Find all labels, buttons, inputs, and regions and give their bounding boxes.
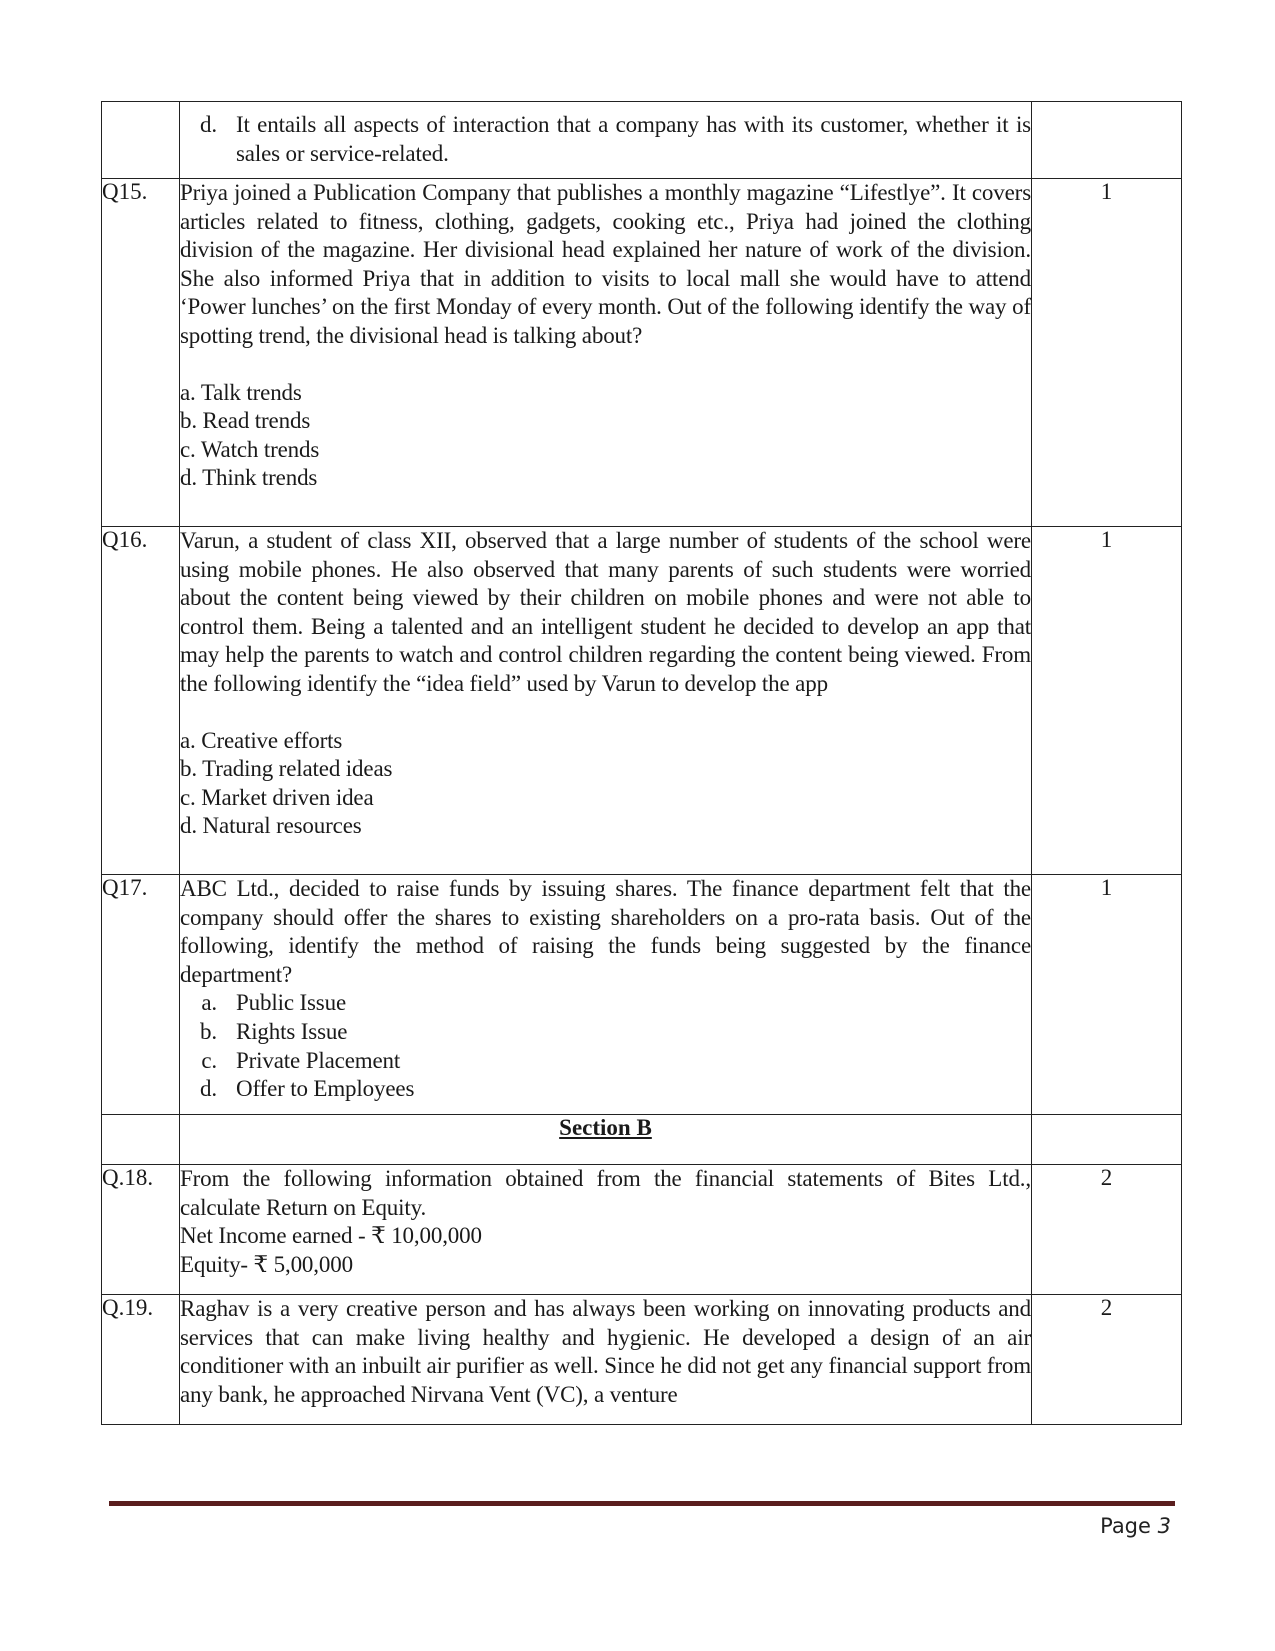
question-number: Q16. [102, 527, 180, 875]
question-number: Q.19. [102, 1295, 180, 1425]
question-body [180, 1165, 1032, 1295]
continued-row [102, 102, 1182, 179]
section-heading: Section B [180, 1115, 1032, 1165]
option-item [180, 111, 1031, 168]
question-body [180, 527, 1032, 875]
option-text: Rights Issue [236, 1018, 348, 1044]
question-stem: From the following information obtained from the financial statements of Bites Ltd., calculate Return on Equity. [180, 1166, 1031, 1220]
question-marks: 1 [1032, 527, 1182, 875]
question-stem: Raghav is a very creative person and has always been working on innovating products and services that can make living healthy and hygienic. He developed a design of an air conditioner with an inbuilt air purifier as well. Since he did not get any financial support from any bank, he approached Nirvana Vent (VC), a venture [180, 1296, 1031, 1407]
question-body [180, 1295, 1032, 1425]
option-item [180, 1047, 1031, 1076]
option-letter: d. [200, 112, 217, 137]
option-item: c. Market driven idea [180, 784, 374, 810]
option-item [180, 1018, 1031, 1047]
continued-body [180, 102, 1032, 179]
option-item: d. Think trends [180, 465, 318, 491]
given-net-income: Net Income earned - ₹ 10,00,000 [180, 1223, 482, 1249]
question-row-q18 [102, 1165, 1182, 1295]
question-row-q17 [102, 875, 1182, 1115]
option-item [180, 1075, 1031, 1104]
question-body [180, 875, 1032, 1115]
question-number: Q17. [102, 875, 180, 1115]
question-marks: 2 [1032, 1165, 1182, 1295]
option-letter: d. [200, 1076, 217, 1102]
option-text: Public Issue [236, 990, 346, 1016]
section-row [102, 1115, 1182, 1165]
continued-option-list [180, 111, 1031, 168]
option-text: Private Placement [236, 1047, 401, 1073]
question-stem: ABC Ltd., decided to raise funds by issuing shares. The finance department felt that the company should offer the shares to existing shareholders on a pro-rata basis. Out of the following, identify the method of raising the funds being suggested by the finance department? [180, 876, 1031, 987]
question-marks: 1 [1032, 179, 1182, 527]
question-number: Q15. [102, 179, 180, 527]
question-body [180, 179, 1032, 527]
page-label: Page [1100, 1514, 1151, 1538]
option-item: a. Talk trends [180, 379, 302, 405]
option-item: a. Creative efforts [180, 727, 343, 753]
option-list [180, 989, 1031, 1103]
option-text: It entails all aspects of interaction that a company has with its customer, whether it is sales or service-related. [236, 112, 1031, 166]
marks-cell-empty [1032, 1115, 1182, 1165]
option-item: c. Watch trends [180, 436, 320, 462]
page-number: 3 [1157, 1514, 1171, 1538]
option-item: d. Natural resources [180, 813, 362, 839]
option-list [180, 727, 1031, 841]
question-row-q16 [102, 527, 1182, 875]
option-text: Offer to Employees [236, 1076, 415, 1102]
question-stem: Priya joined a Publication Company that publishes a monthly magazine “Lifestlye”. It covers articles related to fitness, clothing, gadgets, cooking etc., Priya had joined the clothing division of the magazine. Her divisional head explained her nature of work of the division. She also informed Priya that in addition to visits to local mall she would have to attend ‘Power lunches’ on the first Monday of every month. Out of the following identify the way of spotting trend, the divisional head is talking about? [180, 180, 1031, 348]
question-stem: Varun, a student of class XII, observed that a large number of students of the school were using mobile phones. He also observed that many parents of such students were worried about the content being viewed by their children on mobile phones and were not able to control them. Being a talented and an intelligent student he decided to develop an app that may help the parents to watch and control children regarding the content being viewed. From the following identify the “idea field” used by Varun to develop the app [180, 528, 1031, 696]
qno-cell-empty [102, 1115, 180, 1165]
given-equity: Equity- ₹ 5,00,000 [180, 1251, 353, 1277]
option-item: b. Trading related ideas [180, 756, 393, 782]
question-row-q19 [102, 1295, 1182, 1425]
question-table [101, 101, 1182, 1425]
option-letter: c. [201, 1047, 217, 1073]
footer-divider [109, 1501, 1175, 1506]
question-row-q15 [102, 179, 1182, 527]
page-footer [1100, 1514, 1171, 1538]
qno-cell-empty [102, 102, 180, 179]
question-number: Q.18. [102, 1165, 180, 1295]
option-letter: b. [200, 1018, 217, 1044]
question-marks: 2 [1032, 1295, 1182, 1425]
question-marks: 1 [1032, 875, 1182, 1115]
option-item [180, 989, 1031, 1018]
option-letter: a. [201, 990, 217, 1016]
marks-cell-empty [1032, 102, 1182, 179]
option-list [180, 379, 1031, 493]
option-item: b. Read trends [180, 408, 311, 434]
